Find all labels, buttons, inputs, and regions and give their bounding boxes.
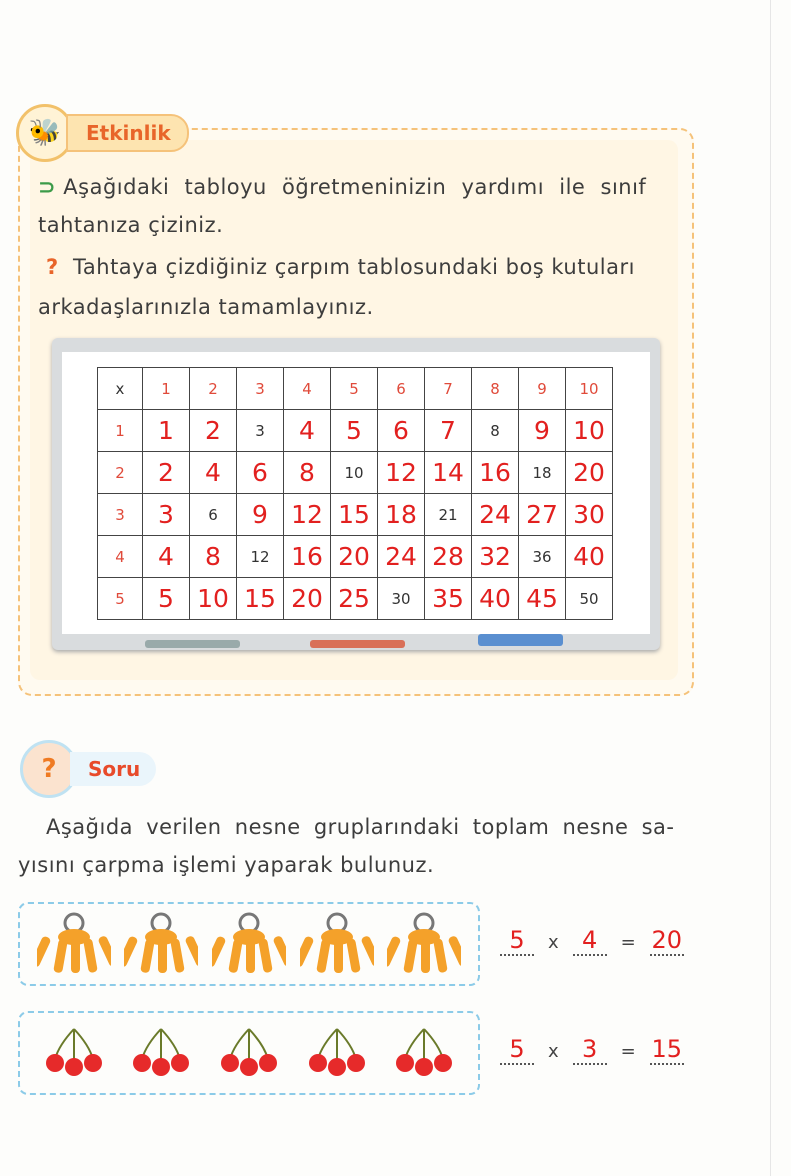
- answer-field[interactable]: 5: [500, 926, 534, 956]
- table-header-row: [98, 368, 613, 410]
- activity-label: Etkinlik: [66, 114, 189, 152]
- handwritten-cell: 25: [331, 578, 378, 620]
- object-group-keys: [18, 902, 480, 986]
- handwritten-cell: 8: [284, 452, 331, 494]
- answer-field[interactable]: 20: [651, 926, 683, 954]
- printed-cell: 12: [237, 536, 284, 578]
- equation: [500, 926, 684, 956]
- handwritten-cell: 6: [237, 452, 284, 494]
- answer-field[interactable]: 5: [500, 1035, 534, 1065]
- handwritten-cell: 4: [284, 410, 331, 452]
- bee-mascot-icon: 🐝: [16, 104, 74, 162]
- question-label: Soru: [70, 752, 156, 786]
- question-mark-icon: ?: [46, 255, 59, 279]
- handwritten-cell: 2: [143, 452, 190, 494]
- corner-cell: x: [98, 368, 143, 410]
- eraser: [478, 634, 563, 646]
- handwritten-cell: 30: [566, 494, 613, 536]
- answer-field[interactable]: 3: [573, 1035, 607, 1065]
- column-header: 1: [143, 368, 190, 410]
- instruction-line: Tahtaya çizdiğiniz çarpım tablosundaki boş kutuları: [73, 255, 635, 279]
- cherry-icon: [214, 1025, 284, 1081]
- handwritten-cell: 20: [566, 452, 613, 494]
- handwritten-cell: 20: [284, 578, 331, 620]
- column-header: 10: [566, 368, 613, 410]
- handwritten-cell: 2: [190, 410, 237, 452]
- times-sign: x: [548, 932, 559, 953]
- handwritten-cell: 28: [425, 536, 472, 578]
- arrow-icon: ⊃: [38, 175, 57, 199]
- question-badge: [20, 740, 156, 798]
- handwritten-cell: 3: [143, 494, 190, 536]
- handwritten-cell: 27: [519, 494, 566, 536]
- question-line: yısını çarpma işlemi yaparak bulunuz.: [18, 853, 435, 877]
- cherry-icon: [39, 1025, 109, 1081]
- key-bunch-icon: [300, 911, 374, 977]
- handwritten-cell: 10: [190, 578, 237, 620]
- handwritten-cell: 14: [425, 452, 472, 494]
- handwritten-cell: 9: [519, 410, 566, 452]
- handwritten-cell: 16: [284, 536, 331, 578]
- table-row: [98, 494, 613, 536]
- row-header: 4: [98, 536, 143, 578]
- object-group-cherries: [18, 1011, 480, 1095]
- handwritten-cell: 20: [331, 536, 378, 578]
- instruction-2: [46, 248, 635, 286]
- row-header: 5: [98, 578, 143, 620]
- handwritten-cell: 40: [472, 578, 519, 620]
- key-bunch-icon: [37, 911, 111, 977]
- handwritten-cell: 45: [519, 578, 566, 620]
- column-header: 7: [425, 368, 472, 410]
- row-header: 1: [98, 410, 143, 452]
- answer-field[interactable]: 4: [573, 926, 607, 956]
- printed-cell: 30: [378, 578, 425, 620]
- cherry-icon: [126, 1025, 196, 1081]
- activity-badge: [16, 104, 189, 162]
- handwritten-cell: 1: [143, 410, 190, 452]
- column-header: 3: [237, 368, 284, 410]
- column-header: 8: [472, 368, 519, 410]
- handwritten-cell: 12: [378, 452, 425, 494]
- table-row: [98, 410, 613, 452]
- printed-cell: 6: [190, 494, 237, 536]
- handwritten-cell: 40: [566, 536, 613, 578]
- instruction-line: tahtanıza çiziniz.: [38, 213, 224, 237]
- cherry-icon: [302, 1025, 372, 1081]
- printed-cell: 36: [519, 536, 566, 578]
- answer-field[interactable]: 15: [651, 1035, 683, 1063]
- handwritten-cell: 10: [566, 410, 613, 452]
- handwritten-cell: 24: [378, 536, 425, 578]
- column-header: 2: [190, 368, 237, 410]
- instruction-line: arkadaşlarınızla tamamlayınız.: [38, 295, 374, 319]
- row-header: 3: [98, 494, 143, 536]
- handwritten-cell: 4: [143, 536, 190, 578]
- handwritten-cell: 5: [331, 410, 378, 452]
- cherry-icon: [389, 1025, 459, 1081]
- question-mascot-icon: ?: [20, 740, 78, 798]
- printed-cell: 8: [472, 410, 519, 452]
- handwritten-cell: 35: [425, 578, 472, 620]
- key-bunch-icon: [212, 911, 286, 977]
- column-header: 9: [519, 368, 566, 410]
- handwritten-cell: 24: [472, 494, 519, 536]
- column-header: 4: [284, 368, 331, 410]
- printed-cell: 3: [237, 410, 284, 452]
- printed-cell: 50: [566, 578, 613, 620]
- instruction-1: [38, 168, 646, 206]
- marker: [145, 640, 240, 648]
- times-sign: x: [548, 1041, 559, 1062]
- handwritten-cell: 9: [237, 494, 284, 536]
- table-row: [98, 452, 613, 494]
- handwritten-cell: 15: [331, 494, 378, 536]
- handwritten-cell: 5: [143, 578, 190, 620]
- equation: [500, 1035, 684, 1065]
- key-bunch-icon: [387, 911, 461, 977]
- table-row: [98, 578, 613, 620]
- page-edge-line: [770, 0, 771, 1176]
- printed-cell: 10: [331, 452, 378, 494]
- row-header: 2: [98, 452, 143, 494]
- table-row: [98, 536, 613, 578]
- handwritten-cell: 8: [190, 536, 237, 578]
- handwritten-cell: 6: [378, 410, 425, 452]
- marker: [310, 640, 405, 648]
- handwritten-cell: 4: [190, 452, 237, 494]
- key-bunch-icon: [124, 911, 198, 977]
- column-header: 5: [331, 368, 378, 410]
- instruction-line: Aşağıdaki tabloyu öğretmeninizin yardımı ile sınıf: [63, 175, 647, 199]
- handwritten-cell: 32: [472, 536, 519, 578]
- column-header: 6: [378, 368, 425, 410]
- handwritten-cell: 7: [425, 410, 472, 452]
- question-line: Aşağıda verilen nesne gruplarındaki toplam nesne sa-: [46, 815, 675, 839]
- equals-sign: =: [620, 1041, 636, 1062]
- handwritten-cell: 12: [284, 494, 331, 536]
- handwritten-cell: 18: [378, 494, 425, 536]
- handwritten-cell: 16: [472, 452, 519, 494]
- printed-cell: 18: [519, 452, 566, 494]
- multiplication-table: [97, 367, 613, 620]
- printed-cell: 21: [425, 494, 472, 536]
- equals-sign: =: [620, 932, 636, 953]
- handwritten-cell: 15: [237, 578, 284, 620]
